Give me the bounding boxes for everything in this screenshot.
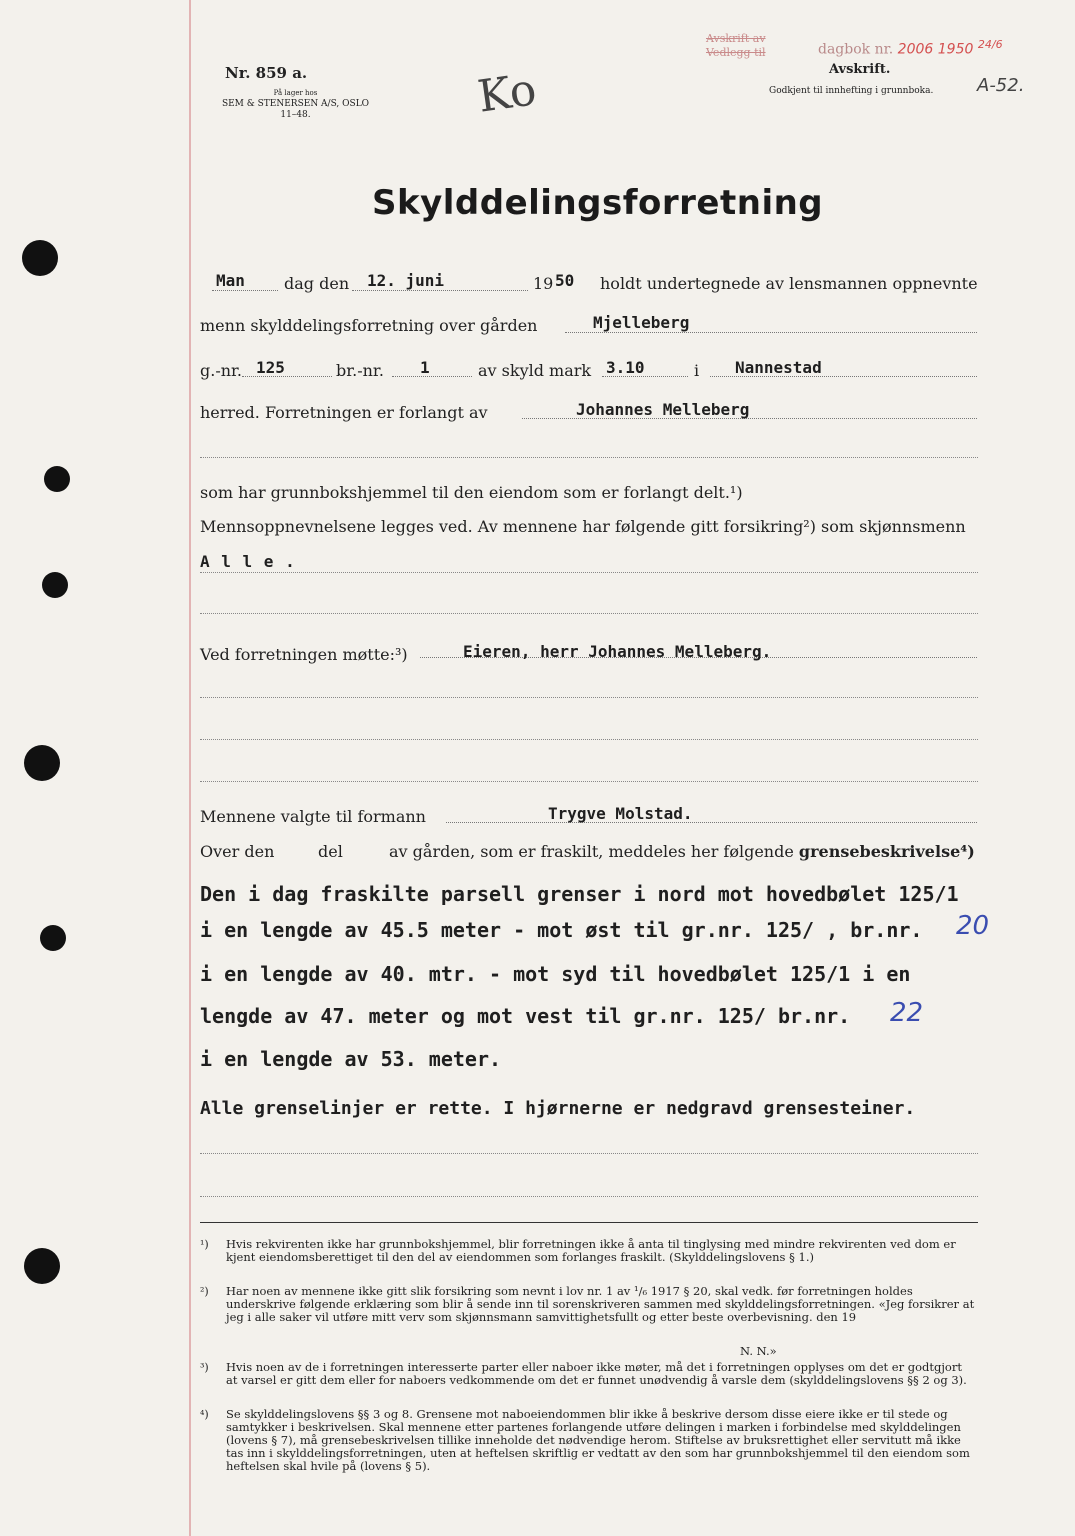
dagbok-entry [818,38,1003,58]
line1-text: holdt undertegnede av lensmannen oppnevnte [600,274,978,293]
binder-hole [22,240,58,276]
gnr-value: 125 [256,358,285,377]
year-value: 50 [555,271,575,290]
footnote-3: Hvis noen av de i forretningen interesserte parter eller naboer ikke møter, må det i forretningen opplyses om det er godtgjort at varsel er gitt dem eller for naboers vedkommende om det er funnet unødvendig å varsle dem (skylddelingslovens §§ 2 og 3). [226,1360,967,1387]
footnote-2: Har noen av mennene ikke gitt slik forsikring som nevnt i lov nr. 1 av ¹/₆ 1917 § 20, skal vedk. før forretningen holdes underskrive følgende erklæring som blir å sende inn til sorenskriveren sammen med skylddelingsforretningen. «Jeg forsikrer at jeg i alle saker vil utføre mitt verv som skjønnsmann samvittighetsfullt og etter beste overbevisning. den 19 [226,1284,975,1324]
boundary-line-6: Alle grenselinjer er rette. I hjørnerne er nedgravd grensesteiner. [200,1098,916,1119]
fill-line [200,572,978,573]
fill-line [710,376,977,377]
grense-bold: grensebeskrivelse⁴) [798,842,975,861]
year-prefix: 19 [533,274,554,293]
footnote-1: Hvis rekvirenten ikke har grunnbokshjemmel, blir forretningen ikke å anta til tinglysing med mindre rekvirenten ved dom er kjent eiendomsberettiget til den del av eiendommen som forlanges fraskilt. (Skylddelingslovens § 1.) [226,1237,956,1264]
fill-line [200,697,978,698]
formann-label: Mennene valgte til formann [200,807,426,826]
boundary-line-1: Den i dag fraskilte parsell grenser i nord mot hovedbølet 125/1 [200,882,959,906]
skyld-label: av skyld mark [478,361,592,380]
binder-hole [42,572,68,598]
footnote-mark: ³) [200,1361,209,1374]
fill-line [392,376,472,377]
boundary-line-3: i en lengde av 40. mtr. - mot syd til hovedbølet 125/1 i en [200,962,911,986]
bnr-label: br.-nr. [336,361,384,380]
footnote-mark: ⁴) [200,1408,209,1421]
publisher-note: På lager hos [273,89,318,97]
sworn-men: A l l e . [200,552,296,571]
attendees-value: Eieren, herr Johannes Melleberg. [463,642,772,661]
archive-reference: A-52. [977,75,1025,96]
dagbok-date: 24/6 [977,38,1003,51]
gnr-label: g.-nr. [200,361,243,380]
i-label: i [694,361,700,380]
fill-line [200,1153,978,1154]
binder-hole [24,745,60,781]
grense-plain: av gården, som er fraskilt, meddeles her følgende [389,842,794,861]
margin-line [189,0,191,1536]
registry-stamp [706,32,766,60]
requester-name: Johannes Melleberg [576,400,750,419]
publisher-imprint [213,88,378,121]
fill-line [200,613,978,614]
dagbok-year: 1950 [937,41,974,58]
binder-hole [24,1248,60,1284]
municipality-value: Nannestad [735,358,822,377]
footnote-mark: ²) [200,1285,209,1298]
handwritten-initials: Ko [474,64,540,123]
dagbok-label: dagbok nr. [818,41,894,58]
boundary-line-2-handwritten: 20 [956,911,990,941]
avskrift-label: Avskrift. [829,62,891,77]
fill-line [200,457,978,458]
footnote-signature: N. N.» [740,1344,777,1358]
boundary-line-2: i en lengde av 45.5 meter - mot øst til gr.nr. 125/ , br.nr. [200,918,923,942]
binder-hole [40,925,66,951]
fill-line [565,332,977,333]
publisher-name: SEM & STENERSEN A/S, OSLO [221,99,370,109]
form-number: Nr. 859 a. [225,64,308,82]
stamp-vedlegg-til: Vedlegg til [706,46,766,59]
mote-label: Ved forretningen møtte:³) [200,645,408,664]
fill-line [242,376,332,377]
boundary-line-5: i en lengde av 53. meter. [200,1047,502,1071]
grense-text [389,842,975,861]
del-label: del [318,842,343,861]
oppnevnelse-text: Mennsoppnevnelsene legges ved. Av mennene har følgende gitt forsikring²) som skjønnsmenn [200,517,966,536]
fill-line [200,1196,978,1197]
boundary-line-4: lengde av 47. meter og mot vest til gr.nr. 125/ br.nr. [200,1004,851,1028]
print-code: 11–48. [280,110,311,120]
footnote-separator [200,1222,978,1223]
hjemmel-text: som har grunnbokshjemmel til den eiendom som er forlangt delt.¹) [200,483,743,502]
footnote-mark: ¹) [200,1238,209,1251]
dag-den-label: dag den [284,274,350,293]
weekday-value: Man [216,271,245,290]
dagbok-number: 2006 [897,41,934,58]
fill-line [446,822,977,823]
fill-line [352,290,528,291]
fill-line [602,376,688,377]
over-den-label: Over den [200,842,275,861]
skyld-value: 3.10 [606,358,645,377]
fill-line [200,739,978,740]
footnote-4: Se skylddelingslovens §§ 3 og 8. Grensene mot naboeiendommen blir ikke å beskrive dersom disse eiere ikke er til stede og samtykker i beskrivelsen. Skal mennene etter partenes forlangende utføre delingen i marken i forbindelse med skylddelingen (lovens § 7), må grensebeskrivelsen tillike inneholde det nødvendige herom. Stiftelse av bruksrettighet eller servitutt må ikke tas inn i skylddelingsforretningen, uten at heftelsen skriftlig er vedtatt av den som har grunnbokshjemmel til den eiendom som heftelsen skal hvile på (lovens § 5). [226,1407,970,1473]
line2-label: menn skylddelingsforretning over gården [200,316,538,335]
binder-hole [44,466,70,492]
fill-line [212,290,278,291]
formann-value: Trygve Molstad. [548,804,693,823]
date-value: 12. juni [367,271,445,290]
herred-label: herred. Forretningen er forlangt av [200,403,488,422]
stamp-avskrift-av: Avskrift av [706,32,766,45]
bnr-value: 1 [420,358,430,377]
godkjent-note: Godkjent til innhefting i grunnboka. [769,86,934,96]
page-title: Skylddelingsforretning [372,183,824,223]
boundary-line-4-handwritten: 22 [890,998,924,1028]
fill-line [200,781,978,782]
farm-name: Mjelleberg [593,313,690,332]
